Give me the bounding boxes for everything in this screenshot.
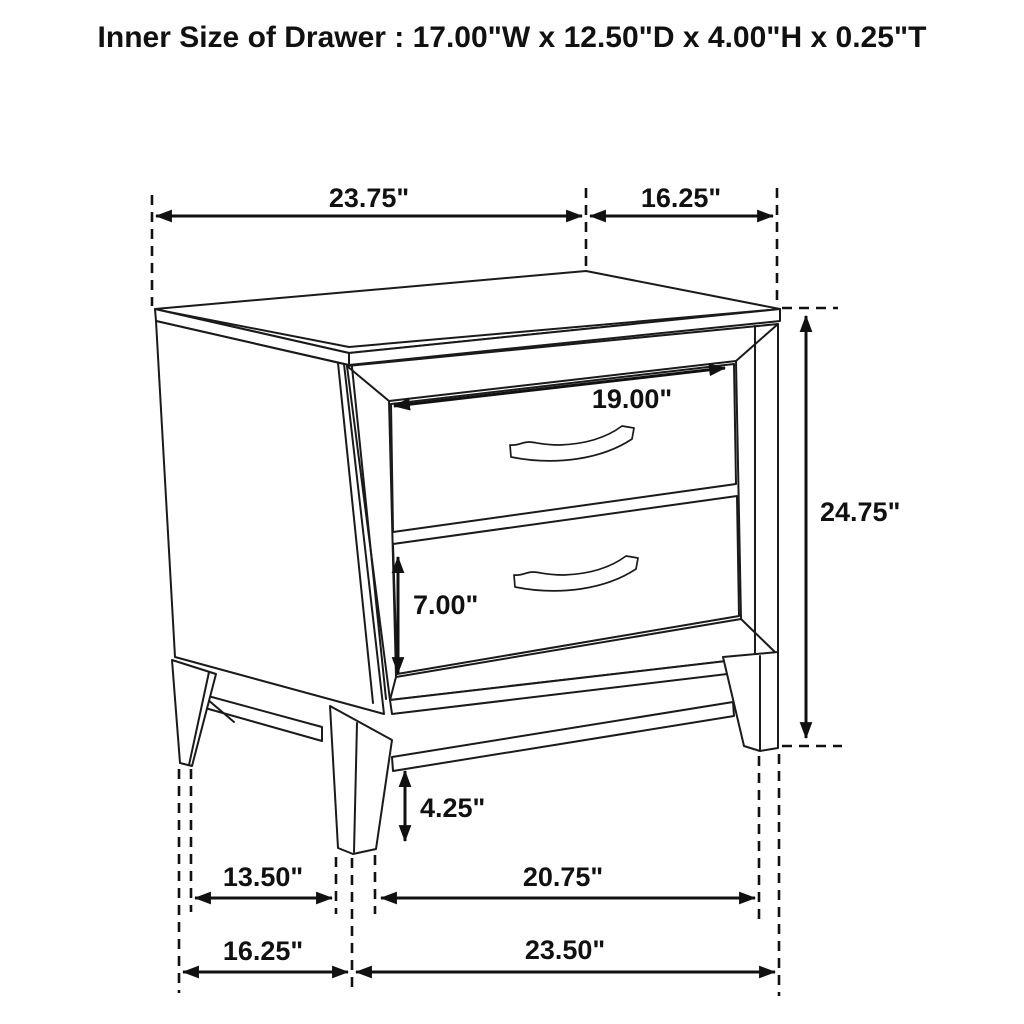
dimension-base-side-span xyxy=(183,936,348,972)
dimension-base-front-span xyxy=(356,935,775,972)
page-title: Inner Size of Drawer : 17.00"W x 12.50"D x 4.00"H x 0.25"T xyxy=(97,21,927,54)
base-front-span-label: 23.50" xyxy=(524,935,606,965)
front-leg-gap-label: 20.75" xyxy=(522,862,604,892)
front-left-leg xyxy=(330,706,392,854)
overall-height-label: 24.75" xyxy=(820,497,901,527)
left-back-leg xyxy=(172,660,216,766)
leg-height-label: 4.25" xyxy=(420,793,486,823)
dimension-side-leg-gap xyxy=(195,862,332,898)
nightstand-illustration xyxy=(155,271,780,854)
side-leg-gap-label: 13.50" xyxy=(222,862,304,892)
top-width-label: 23.75" xyxy=(328,183,410,213)
dimension-overall-height xyxy=(782,308,900,746)
drawer-face-height-label: 7.00" xyxy=(413,590,479,620)
left-apron-rail xyxy=(197,693,322,741)
drawer-width-label: 19.00" xyxy=(591,384,673,414)
front-apron-rail xyxy=(392,702,734,771)
dimension-leg-height xyxy=(405,771,485,841)
dimension-front-leg-gap xyxy=(381,862,755,898)
base-side-span-label: 16.25" xyxy=(222,936,304,966)
top-depth-label: 16.25" xyxy=(640,183,722,213)
